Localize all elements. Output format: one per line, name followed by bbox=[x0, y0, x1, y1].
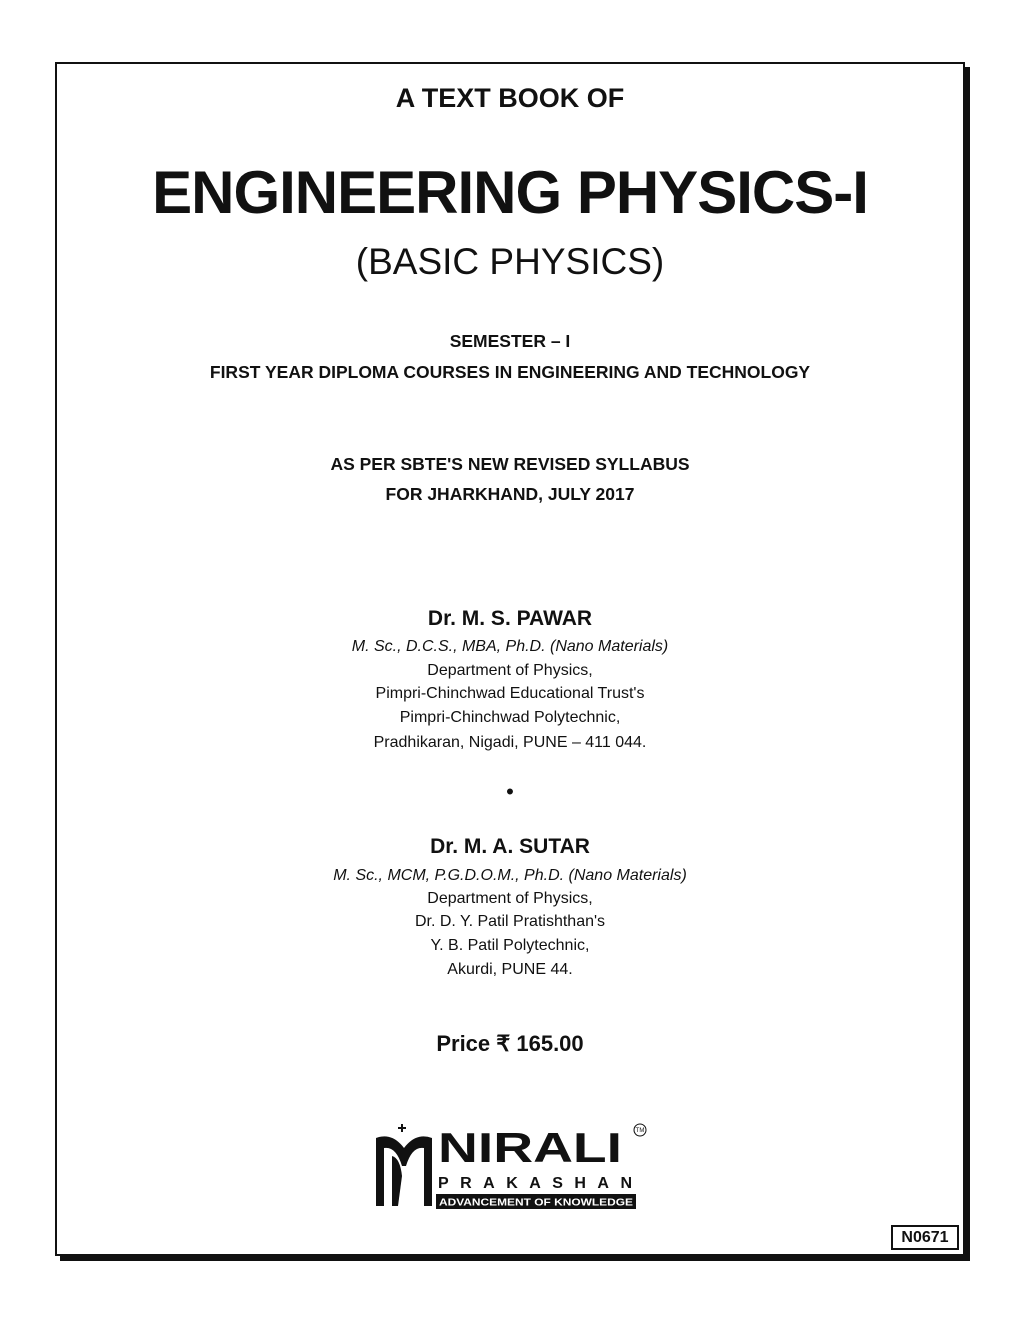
semester: SEMESTER – I bbox=[449, 331, 571, 351]
book-emblem-icon bbox=[372, 1122, 652, 1212]
book-title: ENGINEERING PHYSICS-I bbox=[152, 159, 868, 226]
trademark-mark: TM bbox=[635, 1128, 645, 1134]
separator-bullet: • bbox=[506, 779, 514, 804]
author-qualifications: M. Sc., D.C.S., MBA, Ph.D. (Nano Materials) bbox=[351, 638, 669, 655]
author-name: Dr. M. A. SUTAR bbox=[430, 835, 590, 858]
publisher-logo bbox=[372, 1122, 652, 1212]
price: Price ₹ 165.00 bbox=[436, 1031, 584, 1056]
syllabus-line-1: AS PER SBTE'S NEW REVISED SYLLABUS bbox=[330, 454, 690, 474]
author-address-line: Y. B. Patil Polytechnic, bbox=[430, 937, 590, 954]
author-address-line: Department of Physics, bbox=[427, 890, 593, 907]
pretitle: A TEXT BOOK OF bbox=[395, 83, 625, 113]
author-address-line: Pradhikaran, Nigadi, PUNE – 411 044. bbox=[373, 734, 647, 751]
syllabus-line-2: FOR JHARKHAND, JULY 2017 bbox=[385, 484, 635, 504]
publisher-sub: PRAKASHAN bbox=[438, 1175, 632, 1192]
author-address-line: Pimpri-Chinchwad Educational Trust's bbox=[375, 685, 645, 702]
author-address-line: Department of Physics, bbox=[427, 662, 593, 679]
course: FIRST YEAR DIPLOMA COURSES IN ENGINEERING AND TECHNOLOGY bbox=[209, 362, 811, 382]
author-address-line: Akurdi, PUNE 44. bbox=[447, 961, 573, 978]
author-address-line: Pimpri-Chinchwad Polytechnic, bbox=[399, 709, 621, 726]
publisher-name: NIRALI bbox=[438, 1124, 622, 1171]
author-qualifications: M. Sc., MCM, P.G.D.O.M., Ph.D. (Nano Materials) bbox=[333, 867, 687, 884]
publisher-tagline: ADVANCEMENT OF KNOWLEDGE bbox=[439, 1197, 634, 1209]
author-name: Dr. M. S. PAWAR bbox=[427, 607, 593, 630]
book-code: N0671 bbox=[891, 1225, 959, 1250]
author-address-line: Dr. D. Y. Patil Pratishthan's bbox=[414, 913, 606, 930]
book-subtitle: (BASIC PHYSICS) bbox=[355, 241, 665, 282]
